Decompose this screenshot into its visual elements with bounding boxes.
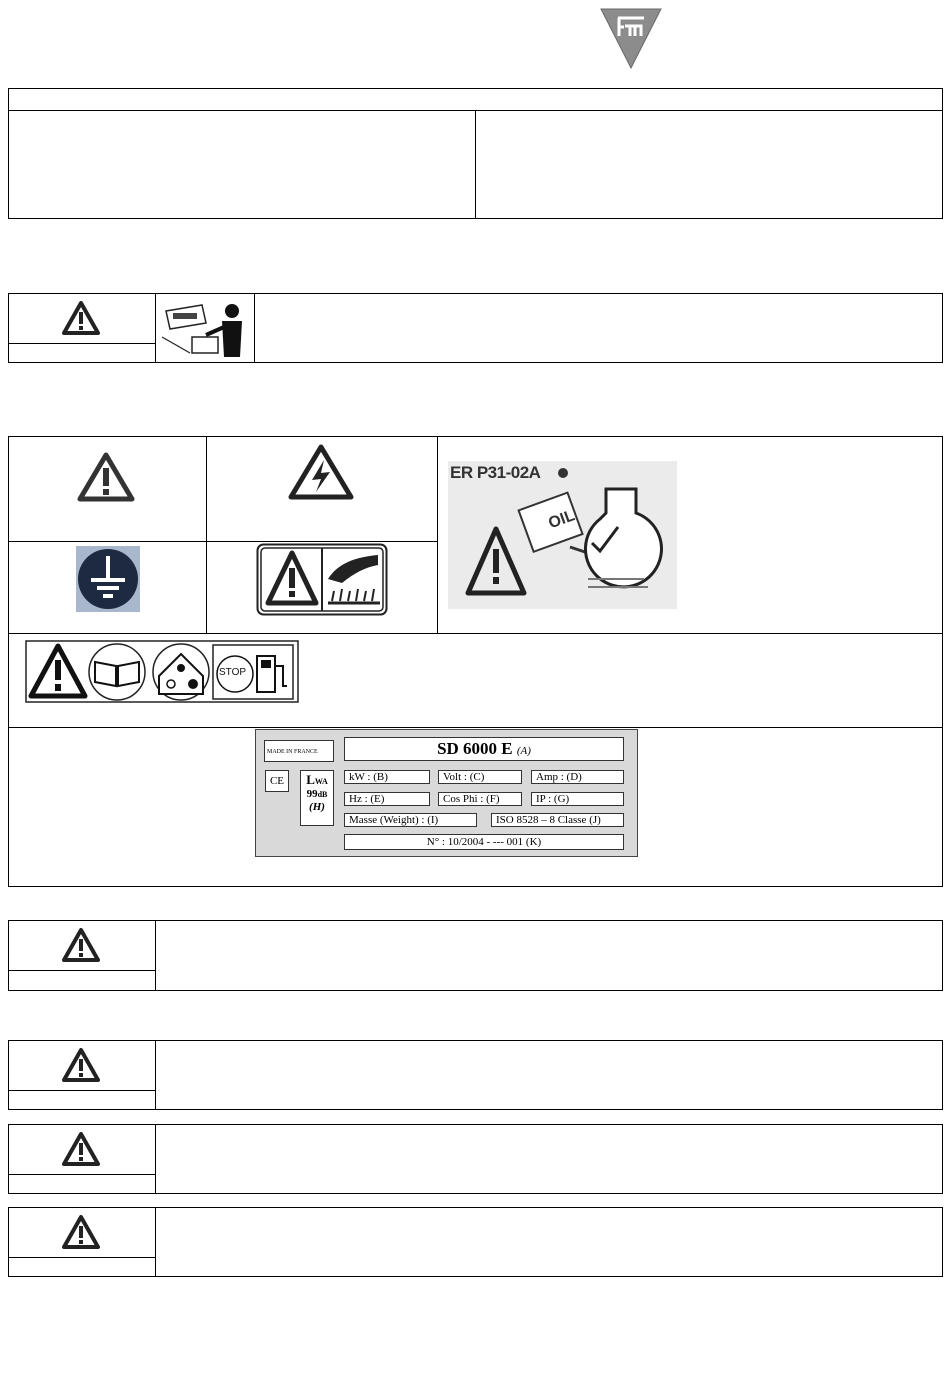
warning-block-1-divider-2 [254, 293, 255, 363]
masse-field: Masse (Weight) : (I) [344, 813, 477, 827]
cosphi-field: Cos Phi : (F) [438, 792, 522, 806]
stop-text: STOP [219, 667, 247, 678]
operator-control-panel-icon [160, 297, 250, 360]
lwa-label: L [306, 772, 315, 787]
svg-text:OIL: OIL [546, 507, 578, 533]
header-table-col-divider [475, 110, 476, 219]
oil-level-label [448, 461, 677, 609]
warning-block-5-divider [155, 1207, 156, 1277]
serial-number: N° : 10/2004 - --- 001 (K) [344, 834, 624, 850]
safety-pictogram-strip [25, 640, 299, 703]
ip-field: IP : (G) [531, 792, 624, 806]
lwa-ref: (H) [309, 801, 325, 813]
warning-block-2 [8, 920, 943, 991]
hot-surface-warning-icon [256, 543, 388, 616]
sound-power-box [300, 770, 334, 826]
model-ref: (A) [516, 745, 531, 757]
oil-label-code: ER P31-02A [450, 463, 541, 482]
warning-icon [62, 928, 100, 962]
earth-ground-icon [76, 546, 140, 612]
hazard-table-hdiv-3 [8, 727, 943, 728]
warning-block-5-subrow [8, 1257, 155, 1258]
warning-block-1 [8, 293, 943, 363]
warning-block-3-subrow [8, 1090, 155, 1091]
warning-block-3 [8, 1040, 943, 1110]
volt-field: Volt : (C) [438, 770, 522, 784]
amp-field: Amp : (D) [531, 770, 624, 784]
electric-shock-warning-icon [288, 444, 354, 500]
ce-mark: CE [265, 770, 289, 792]
hazard-table-vdiv-2 [437, 436, 438, 634]
warning-block-2-divider [155, 920, 156, 991]
warning-icon [62, 301, 100, 335]
warning-block-1-subrow [8, 343, 155, 344]
lwa-value: 99 [306, 788, 318, 800]
warning-block-2-subrow [8, 970, 155, 971]
warning-block-4-subrow [8, 1174, 155, 1175]
model-text: SD 6000 E [437, 739, 513, 758]
warning-block-1-divider [155, 293, 156, 363]
lwa-unit: dB [317, 790, 328, 799]
warning-icon [62, 1048, 100, 1082]
iso-field: ISO 8528 – 8 Classe (J) [491, 813, 624, 827]
warning-icon [62, 1215, 100, 1249]
hazard-table-hdiv-2 [8, 633, 943, 634]
warning-block-3-divider [155, 1040, 156, 1110]
lwa-sub: WA [314, 777, 328, 786]
model-name [344, 737, 624, 761]
general-warning-icon [77, 452, 135, 502]
kw-field: kW : (B) [344, 770, 430, 784]
made-in-label: MADE IN FRANCE [264, 740, 334, 762]
hz-field: Hz : (E) [344, 792, 430, 806]
warning-block-4 [8, 1124, 943, 1194]
rating-plate [255, 729, 638, 857]
warning-block-5 [8, 1207, 943, 1277]
hazard-table-vdiv-1 [206, 436, 207, 634]
brand-logo [598, 6, 664, 70]
warning-block-4-divider [155, 1124, 156, 1194]
warning-icon [62, 1132, 100, 1166]
hazard-table-hdiv-1 [8, 541, 437, 542]
